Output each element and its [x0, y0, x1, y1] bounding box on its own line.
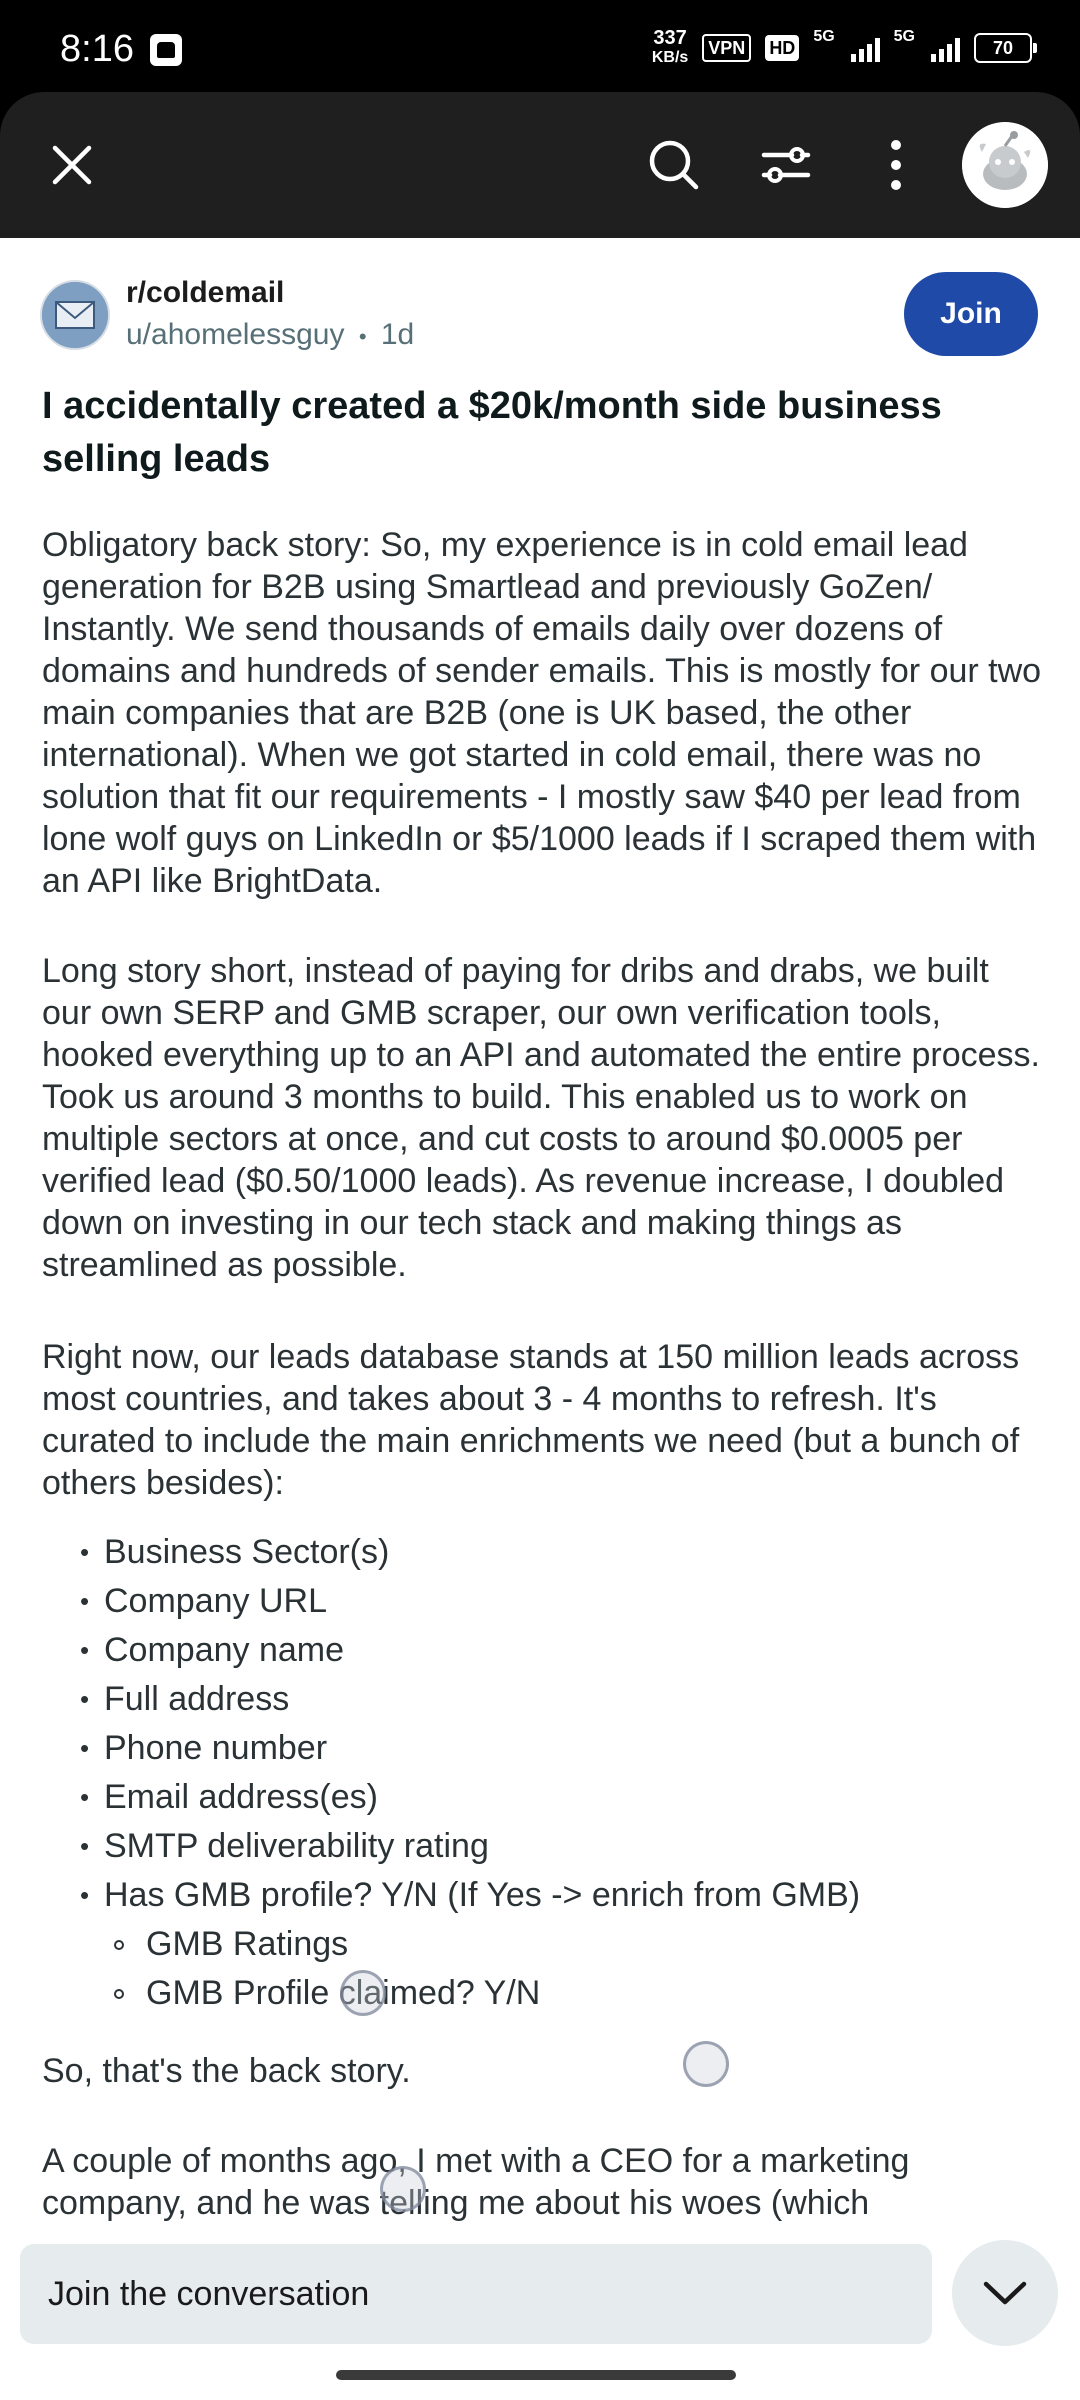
home-indicator[interactable] — [336, 2370, 736, 2380]
list-item: • Full address — [80, 1675, 860, 1724]
gmb-sub-list — [80, 1920, 860, 2018]
enrichment-list — [80, 1528, 860, 2018]
list-item: • Company name — [80, 1626, 860, 1675]
comment-input[interactable]: Join the conversation — [20, 2244, 932, 2344]
meta-separator: • — [358, 324, 367, 349]
status-bar — [0, 0, 1080, 92]
post-paragraph: A couple of months ago, I met with a CEO for a marketing company, and he was telling me about his woes (which — [42, 2142, 910, 2222]
mail-envelope-icon — [42, 282, 108, 348]
post-title: I accidentally created a $20k/month side business selling leads — [42, 385, 942, 480]
sub-list-item: GMB Ratings — [144, 1920, 860, 1969]
network-type-1: 5G — [813, 28, 835, 45]
search-icon — [646, 137, 702, 193]
post-age: 1d — [380, 318, 415, 351]
close-button[interactable] — [36, 129, 108, 201]
post-paragraph: Long story short, instead of paying for dribs and drabs, we built our own SERP and GMB scraper, our own verification tools, hooked everything up to an API and automated the entire process. Took us around 3 months to build. This enabled us to work on multiple sectors at once, and cut costs to around $0.0005 per verified lead ($0.50/1000 leads). As revenue increase, I doubled down on investing in our tech stack and making things as streamlined as possible. — [42, 952, 1041, 1284]
join-button[interactable]: Join — [904, 272, 1038, 356]
status-time: 8:16 — [60, 28, 134, 70]
speed-unit: KB/s — [651, 49, 689, 66]
network-type-2: 5G — [893, 28, 915, 45]
filter-icon — [758, 137, 814, 193]
list-item: • Business Sector(s) — [80, 1528, 860, 1577]
status-indicators — [652, 28, 1032, 68]
hd-badge: HD — [765, 35, 799, 61]
subreddit-name[interactable]: r/coldemail — [126, 276, 285, 309]
search-button[interactable] — [638, 129, 710, 201]
touch-indicator — [340, 1970, 386, 2016]
user-avatar-button[interactable] — [962, 122, 1048, 208]
more-vertical-icon — [886, 137, 906, 193]
collapse-button[interactable] — [952, 2240, 1058, 2346]
chevron-down-icon — [982, 2278, 1028, 2308]
close-icon — [49, 142, 95, 188]
signal-icon-2 — [931, 34, 960, 62]
list-item: • Has GMB profile? Y/N (If Yes -> enrich from GMB) — [80, 1871, 860, 1920]
network-speed — [652, 28, 688, 68]
list-item: • Phone number — [80, 1724, 860, 1773]
vpn-badge: VPN — [702, 34, 751, 62]
list-item: • SMTP deliverability rating — [80, 1822, 860, 1871]
post-paragraph: Obligatory back story: So, my experience is in cold email lead generation for B2B using Smartlead and previously GoZen/ Instantly. We send thousands of emails daily over dozens of domains and hundreds of sender emails. This is mostly for our two main companies that are B2B (one is UK based, the other international). When we got started in cold email, there was no solution that fit our requirements - I mostly saw $40 per lead from lone wolf guys on LinkedIn or $5/1000 leads if I scraped them with an API like BrightData. — [42, 526, 1042, 900]
speed-value: 337 — [653, 27, 687, 49]
post-paragraph: Right now, our leads database stands at 150 million leads across most countries, and takes about 3 - 4 months to refresh. It's curated to include the main enrichments we need (but a bunch of others besides): — [42, 1338, 1020, 1502]
touch-indicator — [380, 2166, 426, 2212]
post-meta — [126, 318, 414, 352]
list-item: • Email address(es) — [80, 1773, 860, 1822]
post-header — [40, 272, 1040, 362]
signal-icon — [851, 34, 880, 62]
more-options-button[interactable] — [860, 129, 932, 201]
list-item: • Company URL — [80, 1577, 860, 1626]
battery-icon: 70 — [974, 33, 1032, 63]
avatar-icon — [962, 122, 1048, 208]
post-paragraph: So, that's the back story. — [42, 2052, 411, 2090]
username[interactable]: u/ahomelessguy — [126, 318, 345, 351]
subreddit-avatar[interactable] — [40, 280, 110, 350]
sub-list-item: GMB Profile claimed? Y/N — [144, 1969, 860, 2018]
touch-indicator — [683, 2041, 729, 2087]
sort-filter-button[interactable] — [750, 129, 822, 201]
app-notification-icon — [150, 34, 182, 66]
